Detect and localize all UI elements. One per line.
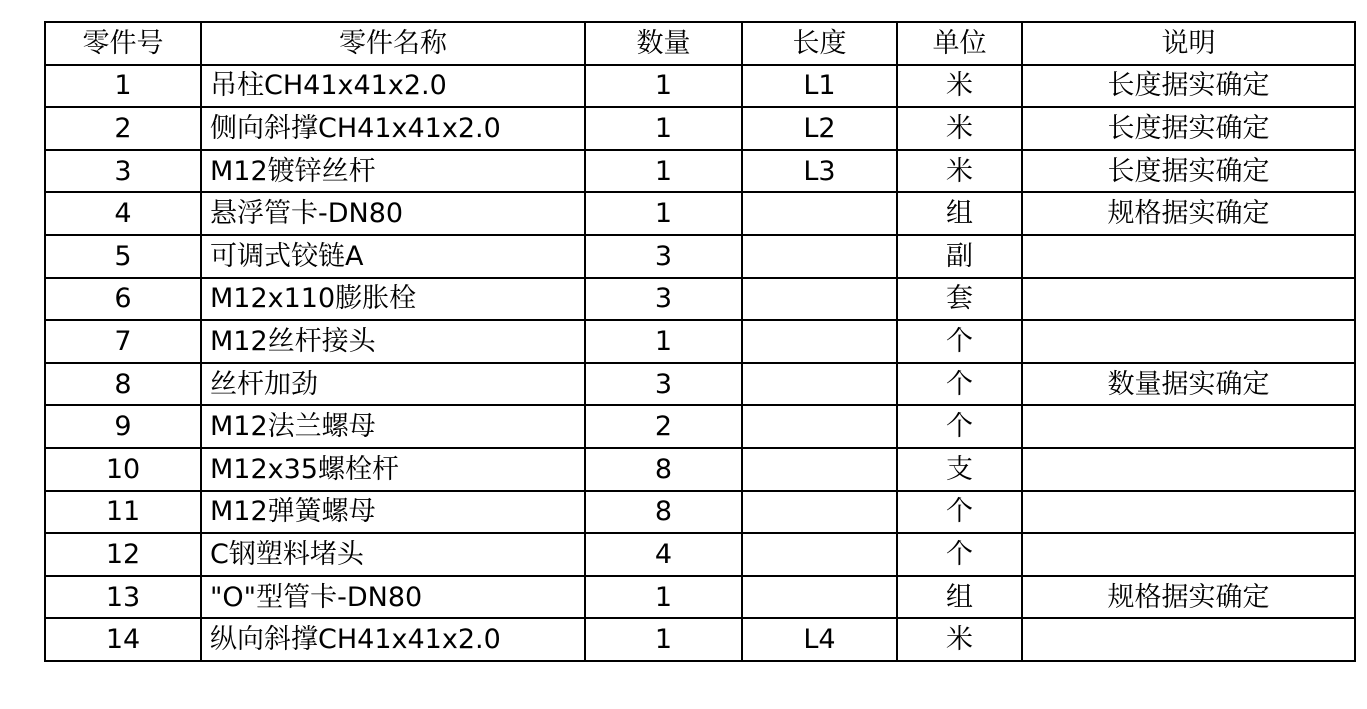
part-name-cell: M12丝杆接头 [201,320,585,363]
note-cell [1022,320,1355,363]
quantity-cell: 1 [585,576,742,619]
unit-cell: 个 [897,405,1022,448]
note-cell [1022,278,1355,321]
unit-cell: 支 [897,448,1022,491]
part-number-cell: 11 [45,491,201,534]
quantity-cell: 3 [585,278,742,321]
part-number-cell: 2 [45,107,201,150]
length-cell [742,278,897,321]
note-cell: 长度据实确定 [1022,107,1355,150]
table-row [45,235,1355,278]
length-cell [742,192,897,235]
unit-cell: 个 [897,320,1022,363]
table-row [45,320,1355,363]
length-cell [742,576,897,619]
header-quantity: 数量 [585,22,742,65]
note-cell [1022,618,1355,661]
part-name-cell: M12x110膨胀栓 [201,278,585,321]
part-name-cell: 纵向斜撑CH41x41x2.0 [201,618,585,661]
note-cell: 长度据实确定 [1022,150,1355,193]
parts-table-body [45,65,1355,661]
unit-cell: 组 [897,192,1022,235]
part-name-cell: M12x35螺栓杆 [201,448,585,491]
quantity-cell: 1 [585,107,742,150]
header-unit: 单位 [897,22,1022,65]
table-row [45,618,1355,661]
part-number-cell: 6 [45,278,201,321]
quantity-cell: 3 [585,363,742,406]
length-cell: L2 [742,107,897,150]
note-cell: 数量据实确定 [1022,363,1355,406]
part-name-cell: M12弹簧螺母 [201,491,585,534]
part-name-cell: M12法兰螺母 [201,405,585,448]
quantity-cell: 4 [585,533,742,576]
note-cell [1022,405,1355,448]
length-cell [742,491,897,534]
note-cell: 规格据实确定 [1022,576,1355,619]
table-row [45,278,1355,321]
header-note: 说明 [1022,22,1355,65]
part-name-cell: 悬浮管卡-DN80 [201,192,585,235]
header-part-name: 零件名称 [201,22,585,65]
part-name-cell: 吊柱CH41x41x2.0 [201,65,585,108]
quantity-cell: 1 [585,618,742,661]
table-row [45,576,1355,619]
note-cell [1022,533,1355,576]
part-name-cell: 可调式铰链A [201,235,585,278]
length-cell [742,405,897,448]
quantity-cell: 8 [585,448,742,491]
quantity-cell: 1 [585,320,742,363]
note-cell [1022,448,1355,491]
quantity-cell: 2 [585,405,742,448]
unit-cell: 米 [897,65,1022,108]
length-cell [742,235,897,278]
part-number-cell: 1 [45,65,201,108]
header-part-number: 零件号 [45,22,201,65]
table-row [45,150,1355,193]
note-cell [1022,235,1355,278]
part-number-cell: 12 [45,533,201,576]
part-name-cell: C钢塑料堵头 [201,533,585,576]
length-cell: L4 [742,618,897,661]
quantity-cell: 8 [585,491,742,534]
length-cell [742,448,897,491]
table-row [45,533,1355,576]
part-number-cell: 9 [45,405,201,448]
table-row [45,448,1355,491]
part-number-cell: 13 [45,576,201,619]
part-number-cell: 7 [45,320,201,363]
length-cell: L3 [742,150,897,193]
unit-cell: 米 [897,150,1022,193]
parts-table [44,21,1356,662]
unit-cell: 米 [897,107,1022,150]
table-row [45,491,1355,534]
parts-table-container [44,21,1356,662]
part-number-cell: 8 [45,363,201,406]
unit-cell: 个 [897,533,1022,576]
quantity-cell: 1 [585,192,742,235]
quantity-cell: 1 [585,150,742,193]
part-name-cell: 丝杆加劲 [201,363,585,406]
header-length: 长度 [742,22,897,65]
part-name-cell: "O"型管卡-DN80 [201,576,585,619]
length-cell [742,320,897,363]
length-cell: L1 [742,65,897,108]
table-row [45,107,1355,150]
part-number-cell: 10 [45,448,201,491]
unit-cell: 副 [897,235,1022,278]
note-cell: 长度据实确定 [1022,65,1355,108]
part-number-cell: 4 [45,192,201,235]
part-name-cell: 侧向斜撑CH41x41x2.0 [201,107,585,150]
table-row [45,65,1355,108]
table-row [45,405,1355,448]
quantity-cell: 1 [585,65,742,108]
note-cell [1022,491,1355,534]
quantity-cell: 3 [585,235,742,278]
length-cell [742,533,897,576]
header-row [45,22,1355,65]
unit-cell: 米 [897,618,1022,661]
part-number-cell: 14 [45,618,201,661]
part-number-cell: 3 [45,150,201,193]
length-cell [742,363,897,406]
unit-cell: 个 [897,363,1022,406]
unit-cell: 个 [897,491,1022,534]
unit-cell: 组 [897,576,1022,619]
part-name-cell: M12镀锌丝杆 [201,150,585,193]
note-cell: 规格据实确定 [1022,192,1355,235]
table-row [45,192,1355,235]
unit-cell: 套 [897,278,1022,321]
part-number-cell: 5 [45,235,201,278]
table-row [45,363,1355,406]
